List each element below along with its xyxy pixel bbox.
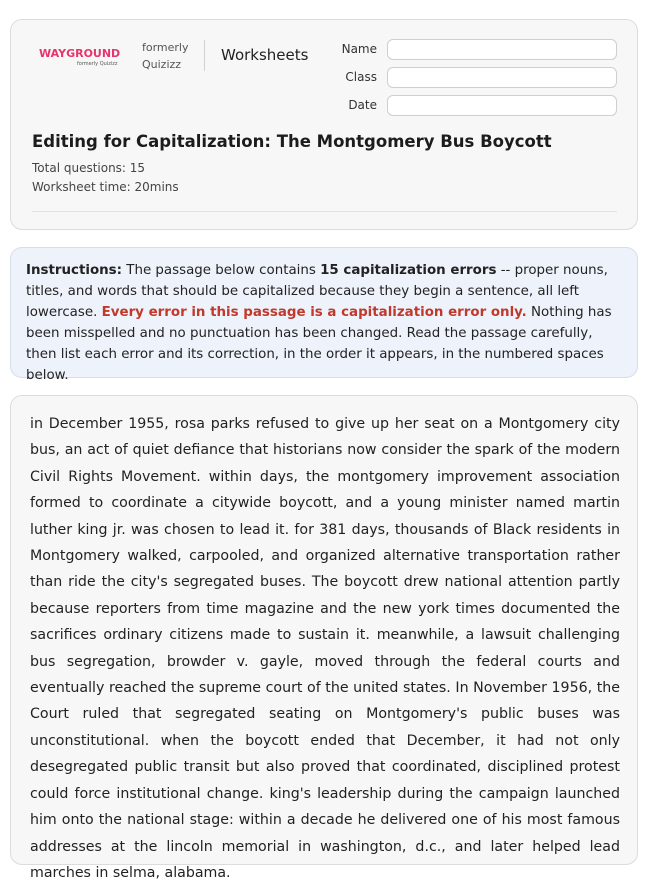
header-divider-line xyxy=(32,211,617,212)
class-field[interactable] xyxy=(387,67,617,88)
formerly-line1: formerly xyxy=(142,41,189,54)
page-title: Editing for Capitalization: The Montgomery Bus Boycott xyxy=(32,132,552,151)
error-count: 15 capitalization errors xyxy=(320,263,497,278)
section-title: Worksheets xyxy=(221,46,309,64)
total-questions: Total questions: 15 xyxy=(32,161,146,175)
svg-text:formerly Quizizz: formerly Quizizz xyxy=(77,61,118,67)
worksheet-header xyxy=(10,19,638,230)
name-label: Name xyxy=(341,42,377,56)
instructions-part2: -- proper nouns, titles, and words that should be capitalized because they begin a sentence, all left lowercase. xyxy=(26,263,608,320)
instructions-warning: Every error in this passage is a capitalization error only. xyxy=(101,305,527,320)
instructions-text xyxy=(26,260,624,386)
date-field[interactable] xyxy=(387,95,617,116)
name-field[interactable] xyxy=(387,39,617,60)
formerly-line2: Quizizz xyxy=(142,58,182,71)
class-label: Class xyxy=(345,70,377,84)
instructions-box xyxy=(10,247,638,383)
formerly-quizizz-note xyxy=(142,39,189,73)
instructions-part1: The passage below contains xyxy=(122,263,321,278)
instructions-part3: Nothing has been misspelled and no punctuation has been changed. Read the passage carefully, then list each error and its correction, in the order it appears, in the numbered spaces below. xyxy=(26,305,612,383)
passage-text: in December 1955, rosa parks refused to give up her seat on a Montgomery city bus, an act of quiet defiance that historians now consider the spark of the modern Civil Rights Movement. within days, the montgomery improvement association formed to coordinate a citywide boycott, and a young minister named martin luther king jr. was chosen to lead it. for 381 days, thousands of Black residents in Montgomery walked, carpooled, and organized alternative transportation rather than ride the city's segregated buses. The boycott drew national attention partly because reporters from time magazine and the new york times documented the sacrifices ordinary citizens made to sustain it. meanwhile, a lawsuit challenging bus segregation, browder v. gayle, moved through the federal courts and eventually reached the supreme court of the united states. In November 1956, the Court ruled that segregated seating on Montgomery's public buses was unconstitutional. when the boycott ended that December, it had not only desegregated public transit but also proved that coordinated, disciplined protest could force institutional change. king's leadership during the campaign launched him onto the national stage: within a decade he delivered one of his most famous addresses at the lincoln memorial in washington, d.c., and later helped lead marches in selma, alabama. xyxy=(30,416,620,881)
instructions-label: Instructions: xyxy=(26,263,123,278)
worksheet-time: Worksheet time: 20mins xyxy=(32,180,179,194)
wayground-logo xyxy=(39,45,129,67)
passage-box xyxy=(10,395,638,881)
header-divider xyxy=(204,40,205,71)
date-label: Date xyxy=(348,98,377,112)
svg-text:WAYGROUND: WAYGROUND xyxy=(39,47,121,60)
